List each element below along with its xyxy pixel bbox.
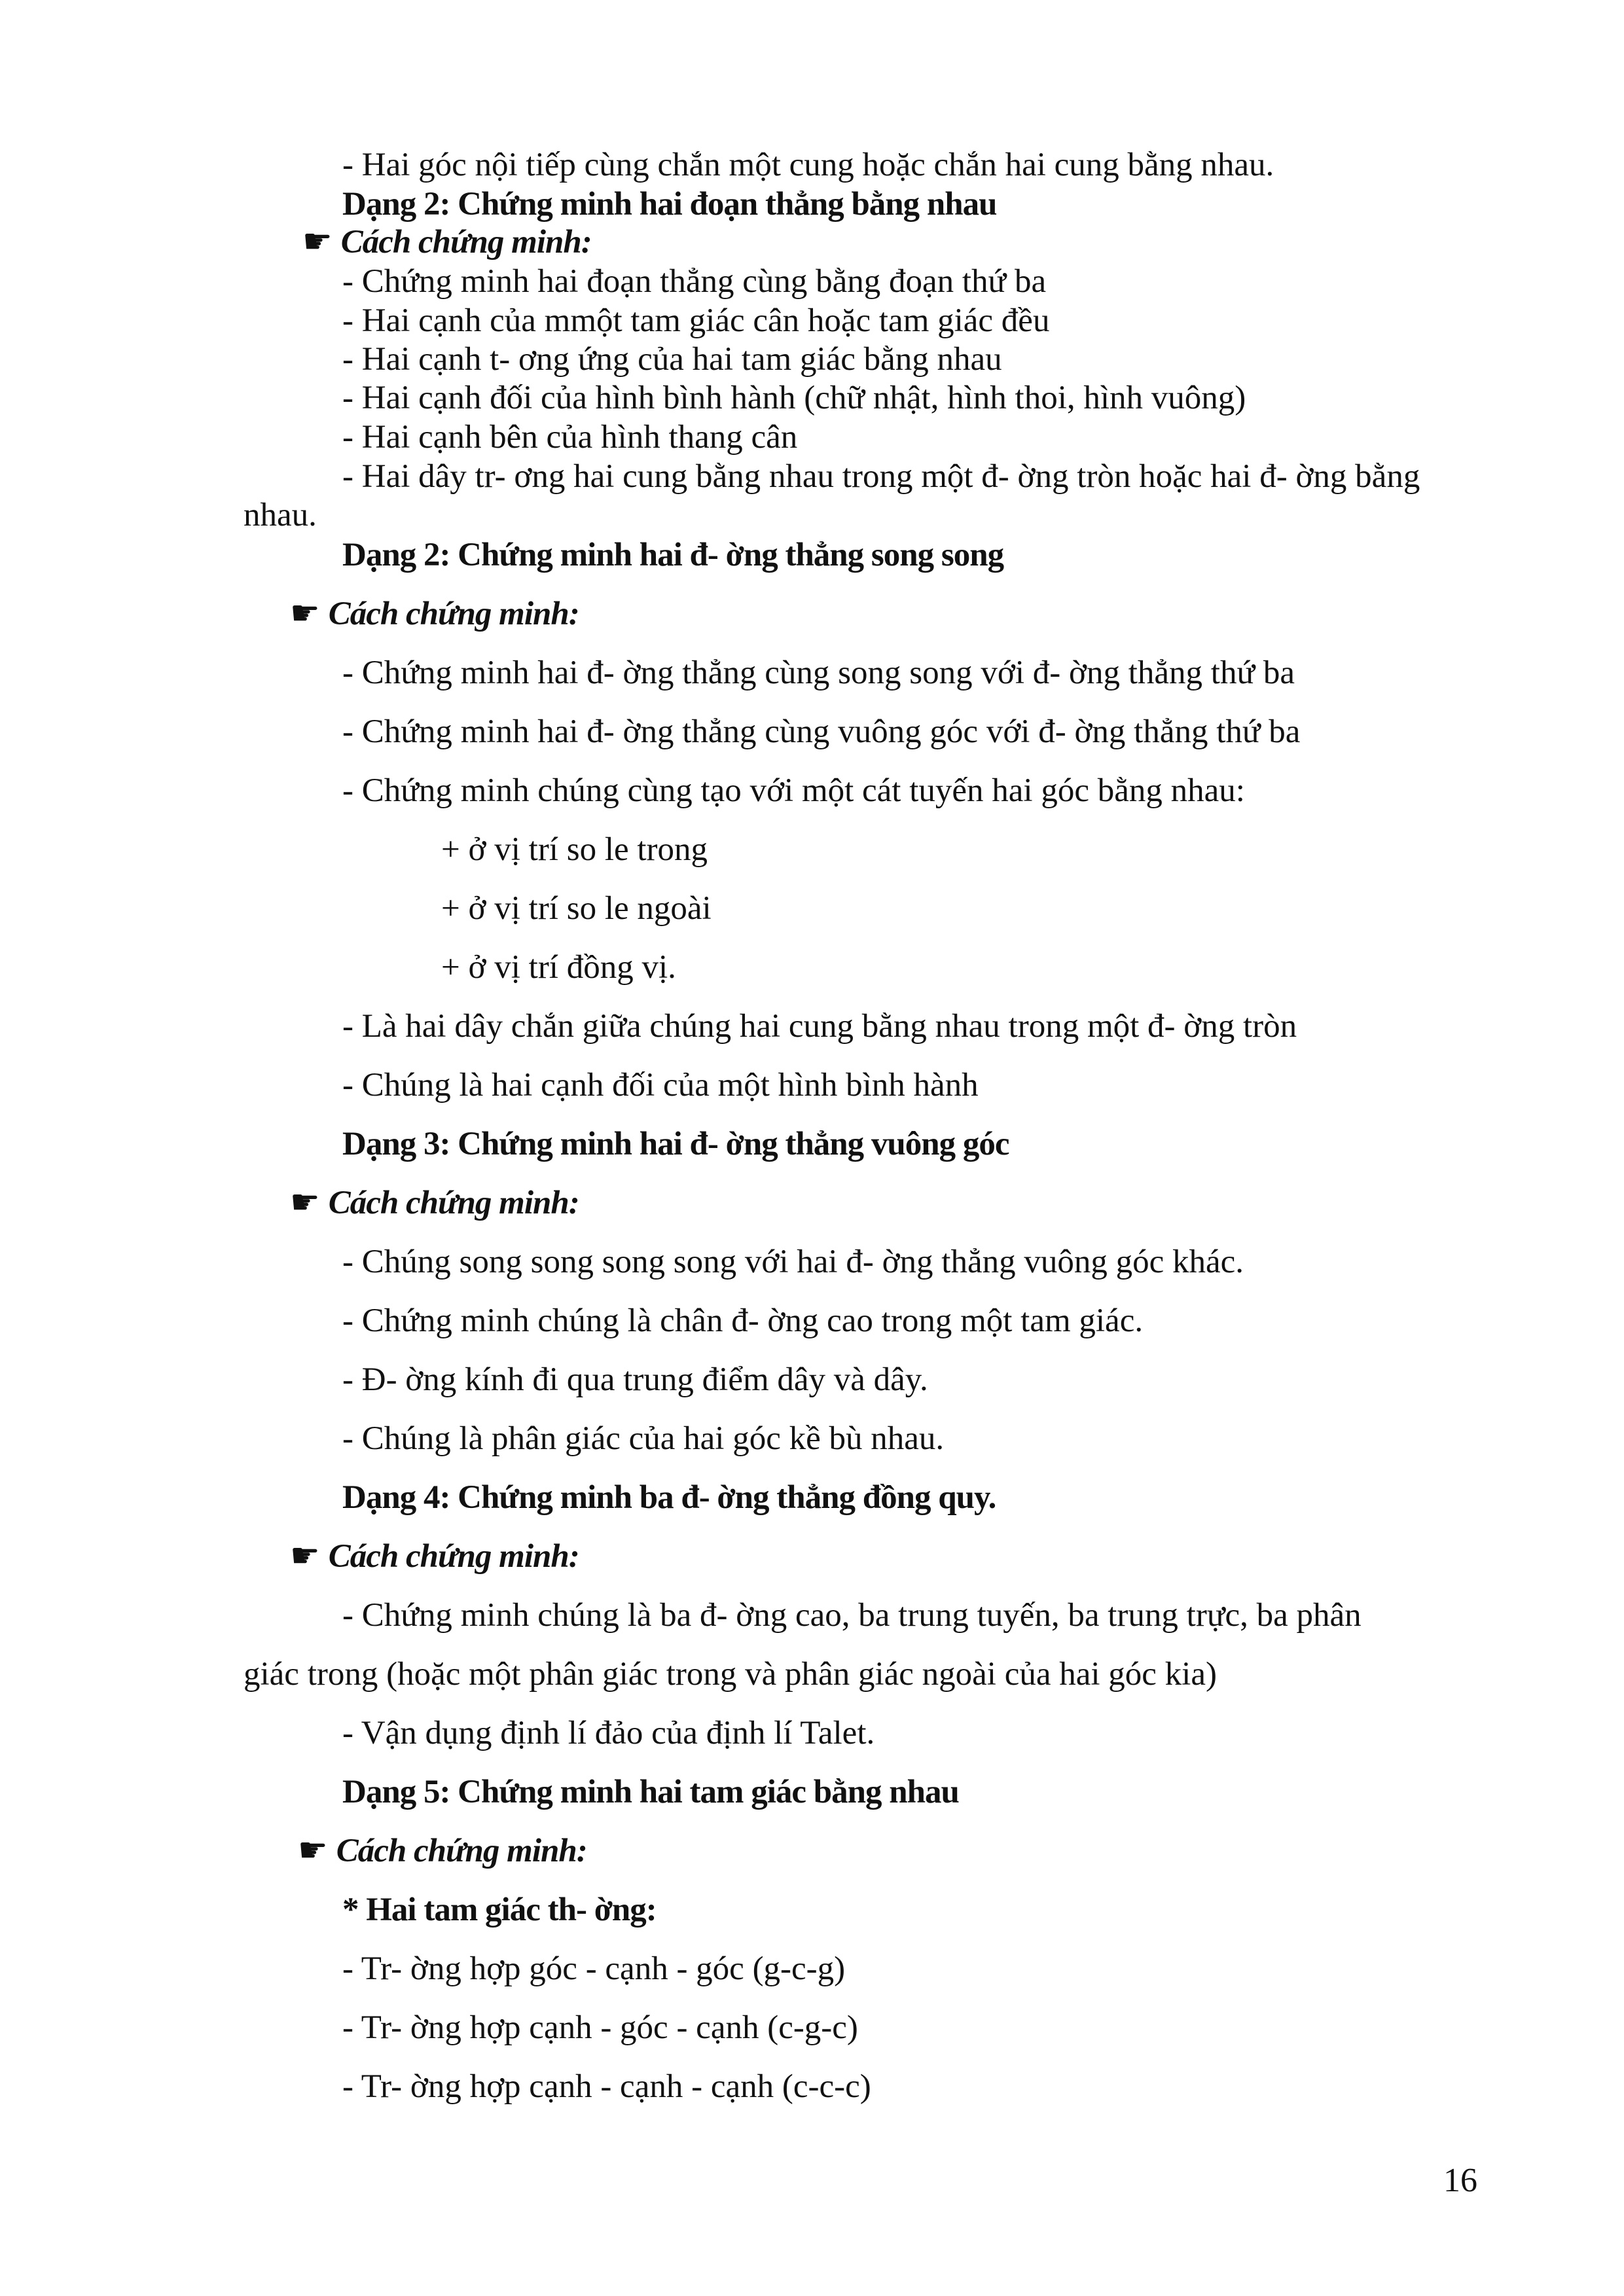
pointing-hand-icon: ☛	[298, 1833, 327, 1869]
page-number: 16	[1443, 2162, 1477, 2199]
method-label	[298, 1831, 587, 1871]
text-line: - Hai cạnh đối của hình bình hành (chữ nhật, hình thoi, hình vuông)	[342, 380, 1246, 416]
method-label-text: Cách chứng minh:	[336, 1833, 587, 1869]
method-label	[302, 223, 592, 262]
text-line: - Hai cạnh của mmột tam giác cân hoặc tam giác đều	[342, 302, 1050, 339]
method-label	[290, 1537, 579, 1576]
section-heading: Dạng 2: Chứng minh hai đ- ờng thẳng song song	[342, 537, 1004, 573]
text-line: - Tr- ờng hợp cạnh - cạnh - cạnh (c-c-c)	[342, 2068, 871, 2105]
pointing-hand-icon: ☛	[290, 1185, 319, 1221]
section-heading: Dạng 5: Chứng minh hai tam giác bằng nhau	[342, 1774, 959, 1810]
text-line: - Hai cạnh bên của hình thang cân	[342, 419, 798, 456]
section-heading: Dạng 3: Chứng minh hai đ- ờng thẳng vuông góc	[342, 1126, 1009, 1162]
subsection-heading: * Hai tam giác th- ờng:	[342, 1892, 657, 1928]
pointing-hand-icon: ☛	[302, 224, 332, 260]
text-line: - Tr- ờng hợp góc - cạnh - góc (g-c-g)	[342, 1950, 846, 1987]
text-line: - Chứng minh hai đ- ờng thẳng cùng song song với đ- ờng thẳng thứ ba	[342, 655, 1295, 691]
text-line: - Chứng minh chúng là ba đ- ờng cao, ba trung tuyến, ba trung trực, ba phân	[342, 1597, 1362, 1634]
text-line: + ở vị trí so le trong	[441, 831, 708, 868]
method-label-text: Cách chứng minh:	[340, 224, 592, 260]
text-line: - Chúng là phân giác của hai góc kề bù nhau.	[342, 1420, 945, 1457]
section-heading: Dạng 2: Chứng minh hai đoạn thẳng bằng nhau	[342, 186, 997, 223]
method-label	[290, 1183, 579, 1223]
text-line: - Chúng là hai cạnh đối của một hình bình hành	[342, 1067, 979, 1103]
text-line: giác trong (hoặc một phân giác trong và phân giác ngoài của hai góc kia)	[244, 1656, 1217, 1693]
pointing-hand-icon: ☛	[290, 1538, 319, 1575]
text-line: + ở vị trí đồng vị.	[441, 949, 676, 986]
method-label-text: Cách chứng minh:	[328, 1185, 579, 1221]
text-line: - Hai góc nội tiếp cùng chắn một cung hoặc chắn hai cung bằng nhau.	[342, 147, 1274, 183]
text-line: - Hai dây tr- ơng hai cung bằng nhau trong một đ- ờng tròn hoặc hai đ- ờng bằng	[342, 458, 1420, 495]
text-line: - Tr- ờng hợp cạnh - góc - cạnh (c-g-c)	[342, 2009, 858, 2046]
pointing-hand-icon: ☛	[290, 596, 319, 632]
text-line: - Đ- ờng kính đi qua trung điểm dây và dây.	[342, 1361, 928, 1398]
text-line: - Chứng minh hai đ- ờng thẳng cùng vuông góc với đ- ờng thẳng thứ ba	[342, 713, 1301, 750]
text-line: - Chứng minh hai đoạn thẳng cùng bằng đoạn thứ ba	[342, 263, 1047, 300]
text-line: - Vận dụng định lí đảo của định lí Talet.	[342, 1715, 875, 1751]
method-label-text: Cách chứng minh:	[328, 596, 579, 632]
section-heading: Dạng 4: Chứng minh ba đ- ờng thẳng đồng quy.	[342, 1479, 996, 1516]
method-label	[290, 594, 579, 634]
text-line: nhau.	[244, 497, 317, 533]
text-line: - Là hai dây chắn giữa chúng hai cung bằng nhau trong một đ- ờng tròn	[342, 1008, 1297, 1045]
method-label-text: Cách chứng minh:	[328, 1538, 579, 1575]
text-line: - Chúng song song song song với hai đ- ờng thẳng vuông góc khác.	[342, 1244, 1244, 1280]
text-line: - Hai cạnh t- ơng ứng của hai tam giác bằng nhau	[342, 341, 1002, 378]
text-line: - Chứng minh chúng cùng tạo với một cát tuyến hai góc bằng nhau:	[342, 772, 1245, 809]
text-line: - Chứng minh chúng là chân đ- ờng cao trong một tam giác.	[342, 1302, 1144, 1339]
text-line: + ở vị trí so le ngoài	[441, 890, 712, 927]
